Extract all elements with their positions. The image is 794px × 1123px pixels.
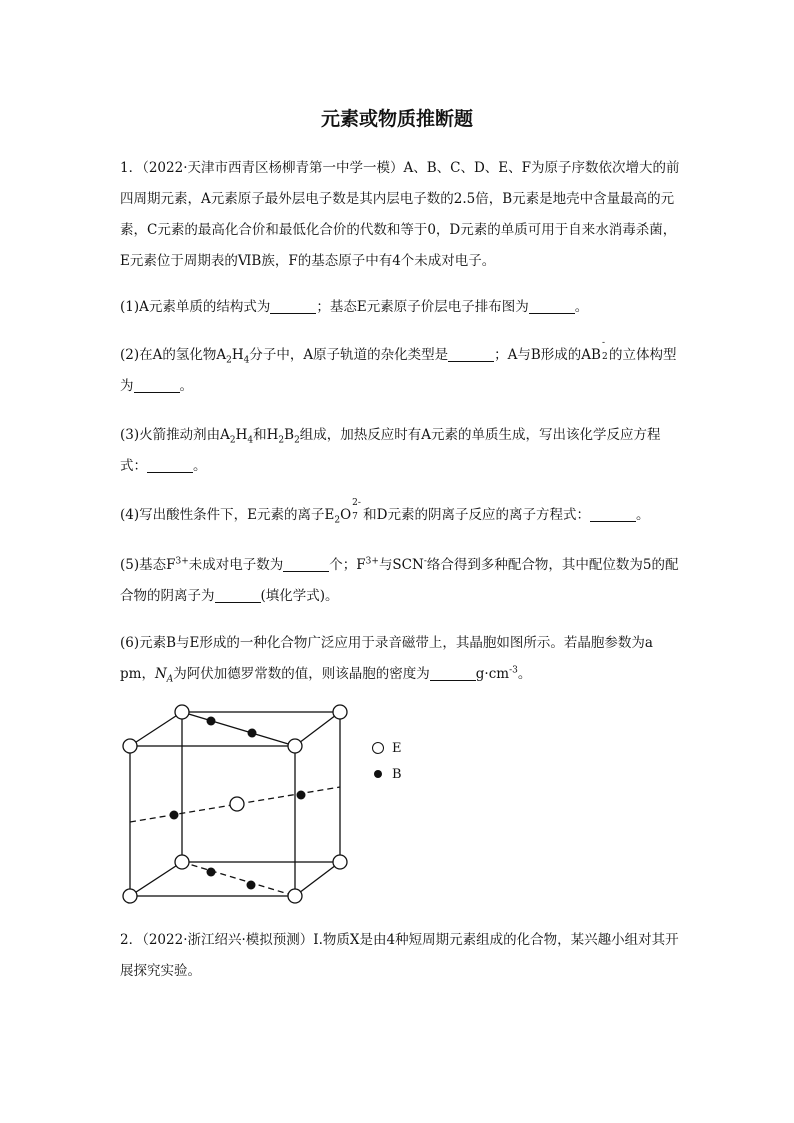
b-atom [170,811,179,820]
e-atom [175,855,189,869]
edge [295,862,340,896]
edge [130,862,182,896]
legend-item-b: B [370,761,402,787]
e-atom [333,855,347,869]
e-atom [288,889,302,903]
q1-part4: (4)写出酸性条件下，E元素的离子$E_2O$ 2- 7 和D元素的阴离子反应的离子方程式： 。 [120,500,680,531]
open-circle-icon [372,742,384,754]
answer-blank[interactable] [215,589,261,604]
q1-part2: (2)在A的氢化物$A_2H_4$分子中，A原子轨道的杂化类型是 ；A与B形成的AB - 2 的立体构型为 。 [120,338,677,394]
b-atom [207,868,216,877]
e-atom [175,705,189,719]
b-atom [248,729,257,738]
top-line [182,712,295,746]
back-face [182,712,340,862]
answer-blank[interactable] [590,508,636,523]
e-atom [288,739,302,753]
b-atom [207,717,216,726]
q1-intro: 1．（2022·天津市西青区杨柳青第一中学一模）A、B、C、D、E、F为原子序数依次增大的前四周期元素，A元素原子最外层电子数是其内层电子数的2.5倍，B元素是地壳中含量最高的元素，C元素的最高化合价和最低化合价的代数和等于0，D元素的单质可用于自来水消毒杀菌，E元素位于周期表的ⅥB族，F的基态原子中有4个未成对电子。 [120,160,680,269]
edge [295,712,340,746]
ion-charge: 2- 7 [352,498,361,522]
b-atom [247,881,256,890]
answer-blank[interactable] [448,348,494,363]
edge [130,712,182,746]
answer-blank[interactable] [134,379,180,394]
answer-blank[interactable] [529,300,575,315]
q1-part1: (1)A元素单质的结构式为 ；基态E元素原子价层电子排布图为 。 [120,299,589,315]
crystal-cell-figure [120,696,420,916]
e-atom [230,797,244,811]
e-atom [123,889,137,903]
answer-blank[interactable] [147,459,193,474]
b-atom [297,791,306,800]
q2-intro: 2．（2022·浙江绍兴·模拟预测）I.物质X是由4种短周期元素组成的化合物，某兴趣小组对其开展探究实验。 [120,932,679,979]
page-title: 元素或物质推断题 [320,108,473,130]
q1-part3: (3)火箭推动剂由$A_2H_4$和$H_2B_2$组成，加热反应时有A元素的单质生成，写出该化学反应方程式： 。 [120,427,661,474]
q1-part5: (5)基态$F^{3+}$未成对电子数为 个；$F^{3+}$与SCN-络合得到多种配合物，其中配位数为5的配合物的阴离子为 (填化学式)。 [120,556,679,604]
ion-charge: - 2 [601,338,608,362]
answer-blank[interactable] [430,667,476,682]
figure-legend [370,735,402,787]
e-atom [123,739,137,753]
e-atom [333,705,347,719]
dashed-line [182,862,295,896]
q1-part6: (6)元素B与E形成的一种化合物广泛应用于录音磁带上，其晶胞如图所示。若晶胞参数为a pm，$N_A$为阿伏加德罗常数的值，则该晶胞的密度为 $g\cdot cm^{-3}$。 [120,635,653,685]
answer-blank[interactable] [283,558,329,573]
answer-blank[interactable] [270,300,316,315]
filled-dot-icon [374,770,382,778]
legend-item-e: E [370,735,402,761]
